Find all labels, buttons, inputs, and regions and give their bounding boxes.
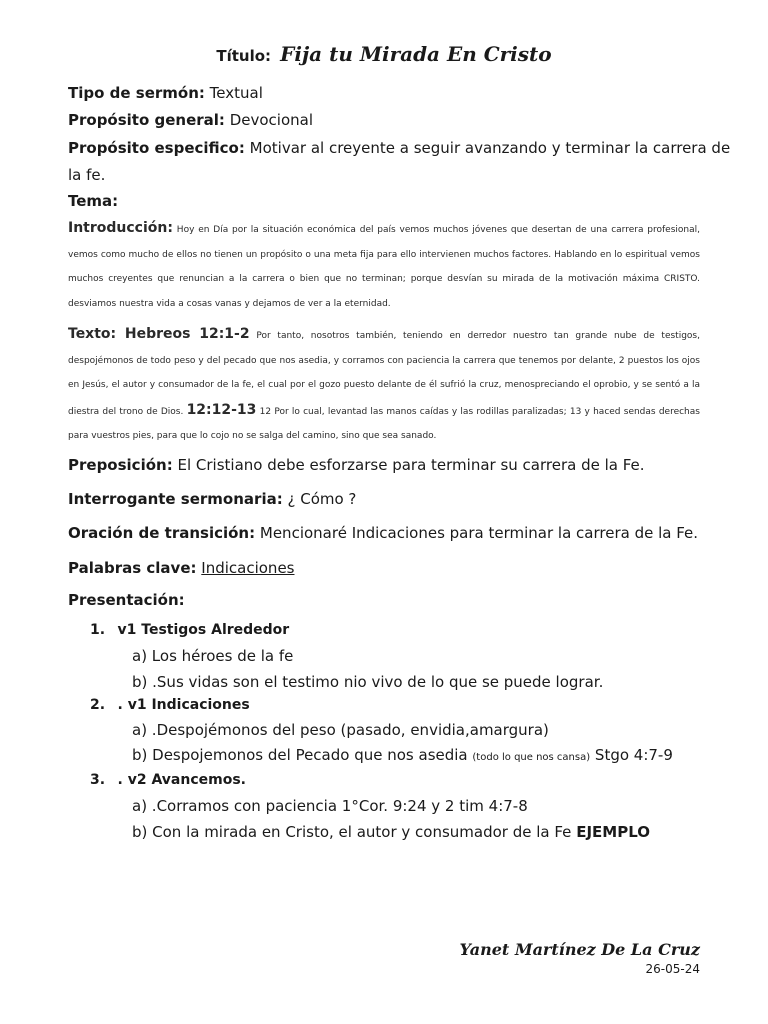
point-1-sub-a: a) Los héroes de la fe xyxy=(132,647,294,665)
signature-date: 26-05-24 xyxy=(645,962,700,976)
interrogante-row xyxy=(68,490,700,508)
texto-text-part2: 12 Por lo cual, levantad las manos caídas y las rodillas paralizadas; 13 y haced sendas derechas para vuestros pies, para que lo cojo no se salga del camino, sino que sea sanado. xyxy=(68,406,700,441)
proposito-general-value: Devocional xyxy=(229,111,314,129)
presentacion-label: Presentación: xyxy=(68,591,185,609)
point-2-title: . v1 Indicaciones xyxy=(117,697,250,713)
point-1-title: v1 Testigos Alrededor xyxy=(117,622,290,638)
tipo-label: Tipo de sermón: xyxy=(68,84,205,102)
point-3-sub-b-bold: EJEMPLO xyxy=(576,823,650,841)
point-1 xyxy=(90,622,289,638)
page-title: Fija tu Mirada En Cristo xyxy=(280,42,552,66)
proposito-especifico-value: Motivar al creyente a seguir avanzando y terminar la carrera de xyxy=(249,139,731,157)
point-2-sub-b-ref: Stgo 4:7-9 xyxy=(594,746,673,764)
point-3 xyxy=(90,772,246,788)
point-2-sub-a: a) .Despojémonos del peso (pasado, envidia,amargura) xyxy=(132,721,549,739)
proposito-especifico-row xyxy=(68,139,731,157)
palabras-label: Palabras clave: xyxy=(68,559,197,577)
texto-ref2: 12:12-13 xyxy=(186,401,257,418)
point-2-sub-b-main: b) Despojemonos del Pecado que nos asedia xyxy=(132,746,468,764)
presentacion-row xyxy=(68,591,700,609)
oracion-value: Mencionaré Indicaciones para terminar la carrera de la Fe. xyxy=(259,524,699,542)
point-2 xyxy=(90,697,250,713)
point-3-sub-a: a) .Corramos con paciencia 1°Cor. 9:24 y 2 tim 4:7-8 xyxy=(132,797,528,815)
introduccion-text: Hoy en Día por la situación económica del país vemos muchos jóvenes que desertan de una carrera profesional, vemos como mucho de ellos no tienen un propósito o una meta fija para ello intervienen muchos factores. Hablando en lo espiritual vemos muchos creyentes que renuncian a la carrera o bien que no terminan; porque desvían su mirada de la motivación máxima CRISTO. desviamos nuestra vida a cosas vanas y dejamos de ver a la eternidad. xyxy=(68,225,700,309)
texto-label: Texto: Hebreos 12:1-2 xyxy=(68,326,250,342)
point-2-num: 2. xyxy=(90,697,106,713)
point-3-sub-b xyxy=(132,823,650,841)
tipo-row xyxy=(68,84,700,102)
introduccion-paragraph xyxy=(68,216,700,316)
palabras-value: Indicaciones xyxy=(201,559,295,577)
introduccion-label: Introducción: xyxy=(68,220,173,236)
oracion-label: Oración de transición: xyxy=(68,524,256,542)
tipo-value: Textual xyxy=(209,84,263,102)
preposicion-label: Preposición: xyxy=(68,456,173,474)
point-2-sub-b xyxy=(132,746,673,764)
tema-row xyxy=(68,192,700,210)
proposito-especifico-cont: la fe. xyxy=(68,166,106,184)
title-label: Título: xyxy=(216,47,272,65)
title-row xyxy=(68,42,700,66)
point-2-sub-b-small: (todo lo que nos cansa) xyxy=(472,752,591,763)
tema-label: Tema: xyxy=(68,192,119,210)
point-1-num: 1. xyxy=(90,622,106,638)
interrogante-label: Interrogante sermonaria: xyxy=(68,490,283,508)
texto-text-part1: Por tanto, nosotros también, teniendo en derredor nuestro tan grande nube de testigos, despojémonos de todo peso y del pecado que nos asedia, y corramos con paciencia la carrera que tenemos por delante, 2 puestos los ojos en Jesús, el autor y consumador de la fe, el cual por el gozo puesto delante de él sufrió la cruz, menospreciando el oprobio, y se sentó a la diestra del trono de Dios. xyxy=(68,331,700,417)
proposito-general-row xyxy=(68,111,700,129)
palabras-row xyxy=(68,559,700,577)
point-3-num: 3. xyxy=(90,772,106,788)
preposicion-value: El Cristiano debe esforzarse para terminar su carrera de la Fe. xyxy=(177,456,645,474)
texto-paragraph xyxy=(68,322,700,449)
proposito-general-label: Propósito general: xyxy=(68,111,225,129)
point-3-sub-b-main: b) Con la mirada en Cristo, el autor y consumador de la Fe xyxy=(132,823,572,841)
preposicion-row xyxy=(68,456,700,474)
proposito-especifico-label: Propósito especifico: xyxy=(68,139,245,157)
oracion-row xyxy=(68,524,700,542)
interrogante-value: ¿ Cómo ? xyxy=(287,490,357,508)
point-1-sub-b: b) .Sus vidas son el testimo nio vivo de lo que se puede lograr. xyxy=(132,673,604,691)
signature-name: Yanet Martínez De La Cruz xyxy=(459,940,700,959)
point-3-title: . v2 Avancemos. xyxy=(117,772,246,788)
